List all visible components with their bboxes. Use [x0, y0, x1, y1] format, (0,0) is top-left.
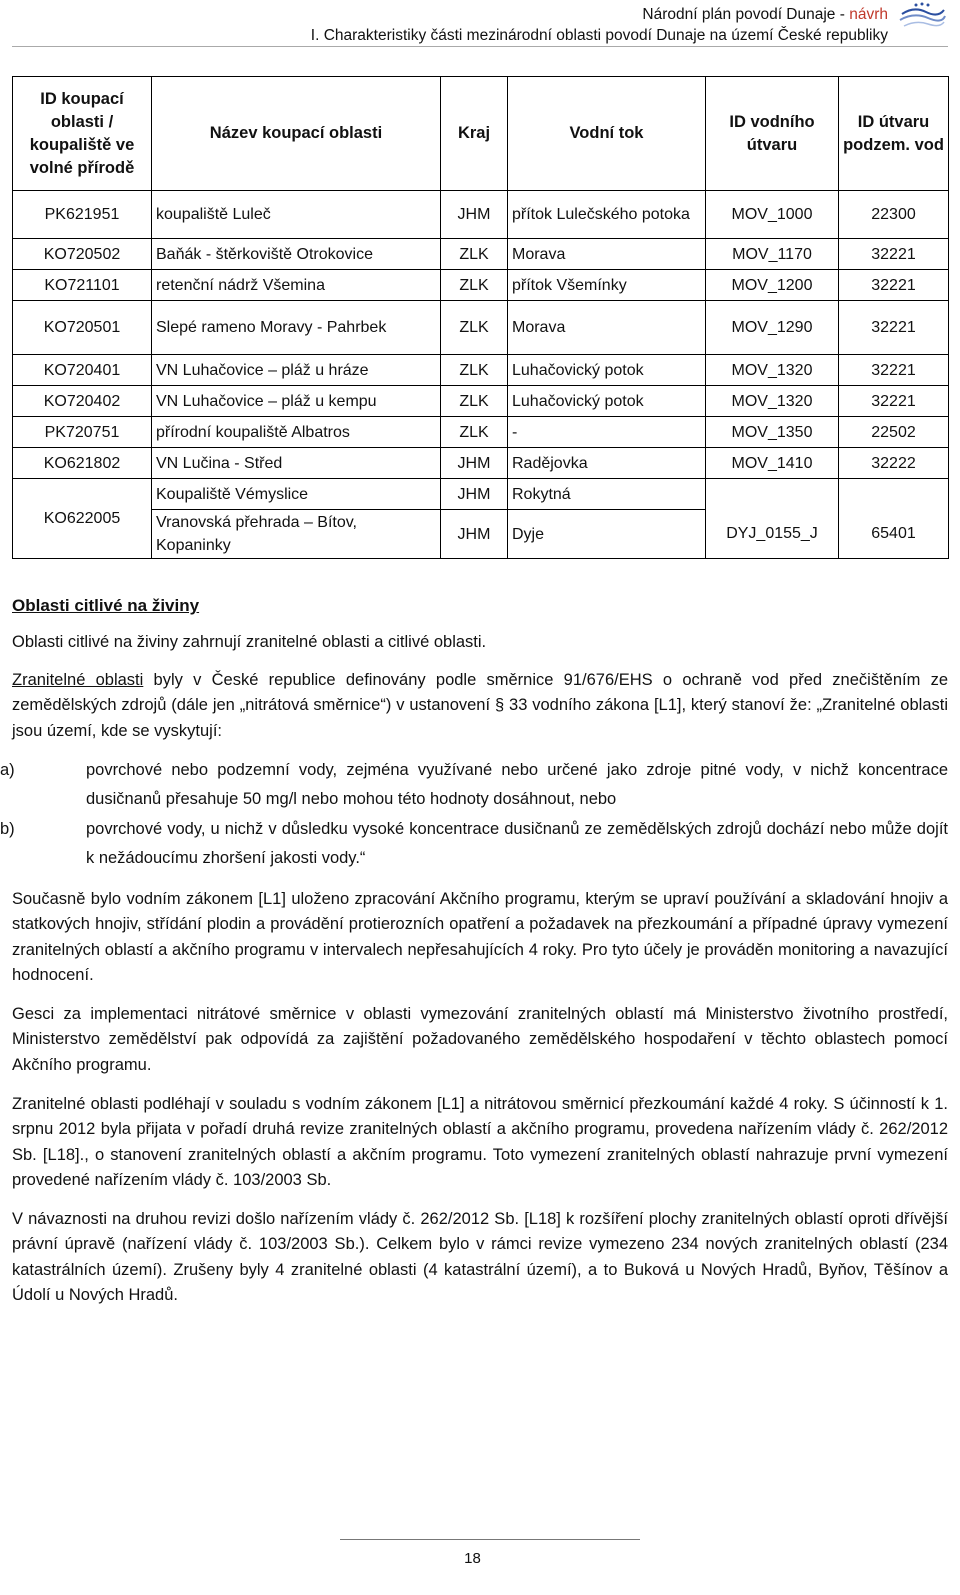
col-header-id: ID koupací oblasti / koupaliště ve volné přírodě	[13, 77, 152, 191]
bathing-areas-table	[12, 76, 949, 559]
table-row: PK720751 přírodní koupaliště Albatros ZLK - MOV_1350 22502	[13, 417, 949, 448]
danube-logo-icon	[898, 0, 946, 36]
list-item: a) povrchové nebo podzemní vody, zejména využívané nebo určené jako zdroje pitné vody, v nichž koncentrace dusičnanů přesahuje 50 mg/l nebo mohou této hodnoty dosáhnout, nebo	[0, 761, 948, 808]
table-row: KO720501 Slepé rameno Moravy - Pahrbek ZLK Morava MOV_1290 32221	[13, 301, 949, 355]
action-program-paragraph: Současně bylo vodním zákonem [L1] uloženo zpracování Akčního programu, kterým se upraví používání a skladování hnojiv a statkových hnojiv, střídání plodin a provádění protierozních opatření a požadavek na přezkoumání a případné úpravy vymezení zranitelných oblastí a akčního programu v intervalech nepřesahujících 4 roky. Pro tyto účely je prováděn monitoring a navazující hodnocení.	[12, 890, 948, 985]
intro-paragraph: Oblasti citlivé na živiny zahrnují zranitelné oblasti a citlivé oblasti.	[12, 633, 487, 651]
table-row: KO721101 retenční nádrž Všemina ZLK přítok Všemínky MOV_1200 32221	[13, 270, 949, 301]
group-id-cell: KO622005	[13, 479, 152, 559]
col-header-stream: Vodní tok	[508, 77, 706, 191]
extension-paragraph: V návaznosti na druhou revizi došlo nařízením vlády č. 262/2012 Sb. [L18] k rozšíření plochy zranitelných oblastí oproti dřívější právní úpravě (nařízení vlády č. 103/2003 Sb.). Celkem bylo v rámci revize vymezeno 234 nových zranitelných oblastí (234 katastrálních území). Zrušeny byly 4 zranitelné oblasti (4 katastrální území), a to Buková u Nových Hradů, Byňov, Těšínov a Údolí u Nových Hradů.	[12, 1210, 948, 1305]
table-header-row	[13, 77, 949, 191]
table-row: Vranovská přehrada – Bítov, Kopaninky JHM Dyje DYJ_0155_J 65401	[13, 510, 949, 559]
definition-paragraph: Zranitelné oblasti byly v České republice definovány podle směrnice 91/676/EHS o ochraně vod před znečištěním ze zemědělských zdrojů (dále jen „nitrátová směrnice“) v ustanovení § 33 vodního zákona [L1], který stanoví že: „Zranitelné oblasti jsou území, kde se vyskytují:	[12, 671, 948, 740]
draft-label: návrh	[849, 6, 888, 23]
table-row: PK621951 koupaliště Luleč JHM přítok Lulečského potoka MOV_1000 22300	[13, 191, 949, 239]
table-row: KO720402 VN Luhačovice – pláž u kempu ZLK Luhačovický potok MOV_1320 32221	[13, 386, 949, 417]
page-header	[311, 4, 888, 46]
responsibility-paragraph: Gesci za implementaci nitrátové směrnice v oblasti vymezování zranitelných oblastí má Ministerstvo životního prostředí, Ministerstvo zemědělství pak odpovídá za zajištění požadovaného zemědělského hospodaření v těchto oblastech pomocí Akčního programu.	[12, 1005, 948, 1074]
table-row: KO720401 VN Luhačovice – pláž u hráze ZLK Luhačovický potok MOV_1320 32221	[13, 355, 949, 386]
section-heading: Oblasti citlivé na živiny	[12, 596, 200, 615]
col-header-surface-id: ID vodního útvaru	[706, 77, 839, 191]
list-item: b) povrchové vody, u nichž v důsledku vysoké koncentrace dusičnanů ze zemědělských zdrojů dochází nebo může dojít k nežádoucímu zhoršení jakosti vody.“	[0, 820, 948, 867]
revision-paragraph: Zranitelné oblasti podléhají v souladu s vodním zákonem [L1] a nitrátovou směrnicí přezkoumání každé 4 roky. S účinností k 1. srpnu 2012 byla přijata v pořadí druhá revize zranitelných oblastí a akčního programu, provedena nařízením vlády č. 262/2012 Sb. [L18]., o stanovení zranitelných oblastí a akčním programu. Toto vymezení zranitelných oblastí nahrazuje první vymezení provedené nařízením vlády č. 103/2003 Sb.	[12, 1095, 948, 1190]
page-number: 18	[464, 1550, 481, 1567]
vulnerable-areas-term: Zranitelné oblasti	[12, 671, 144, 689]
table-row: KO622005 Koupaliště Vémyslice JHM Rokytná	[13, 479, 949, 510]
document-title: Národní plán povodí Dunaje - návrh	[642, 6, 888, 23]
col-header-name: Název koupací oblasti	[152, 77, 441, 191]
col-header-region: Kraj	[441, 77, 508, 191]
table-row: KO621802 VN Lučina - Střed JHM Radějovka MOV_1410 32222	[13, 448, 949, 479]
col-header-ground-id: ID útvaru podzem. vod	[839, 77, 949, 191]
footer-divider	[340, 1539, 640, 1540]
header-divider	[12, 46, 948, 47]
chapter-title: I. Charakteristiky části mezinárodní oblasti povodí Dunaje na území České republiky	[310, 27, 888, 44]
table-row: KO720502 Baňák - štěrkoviště Otrokovice ZLK Morava MOV_1170 32221	[13, 239, 949, 270]
